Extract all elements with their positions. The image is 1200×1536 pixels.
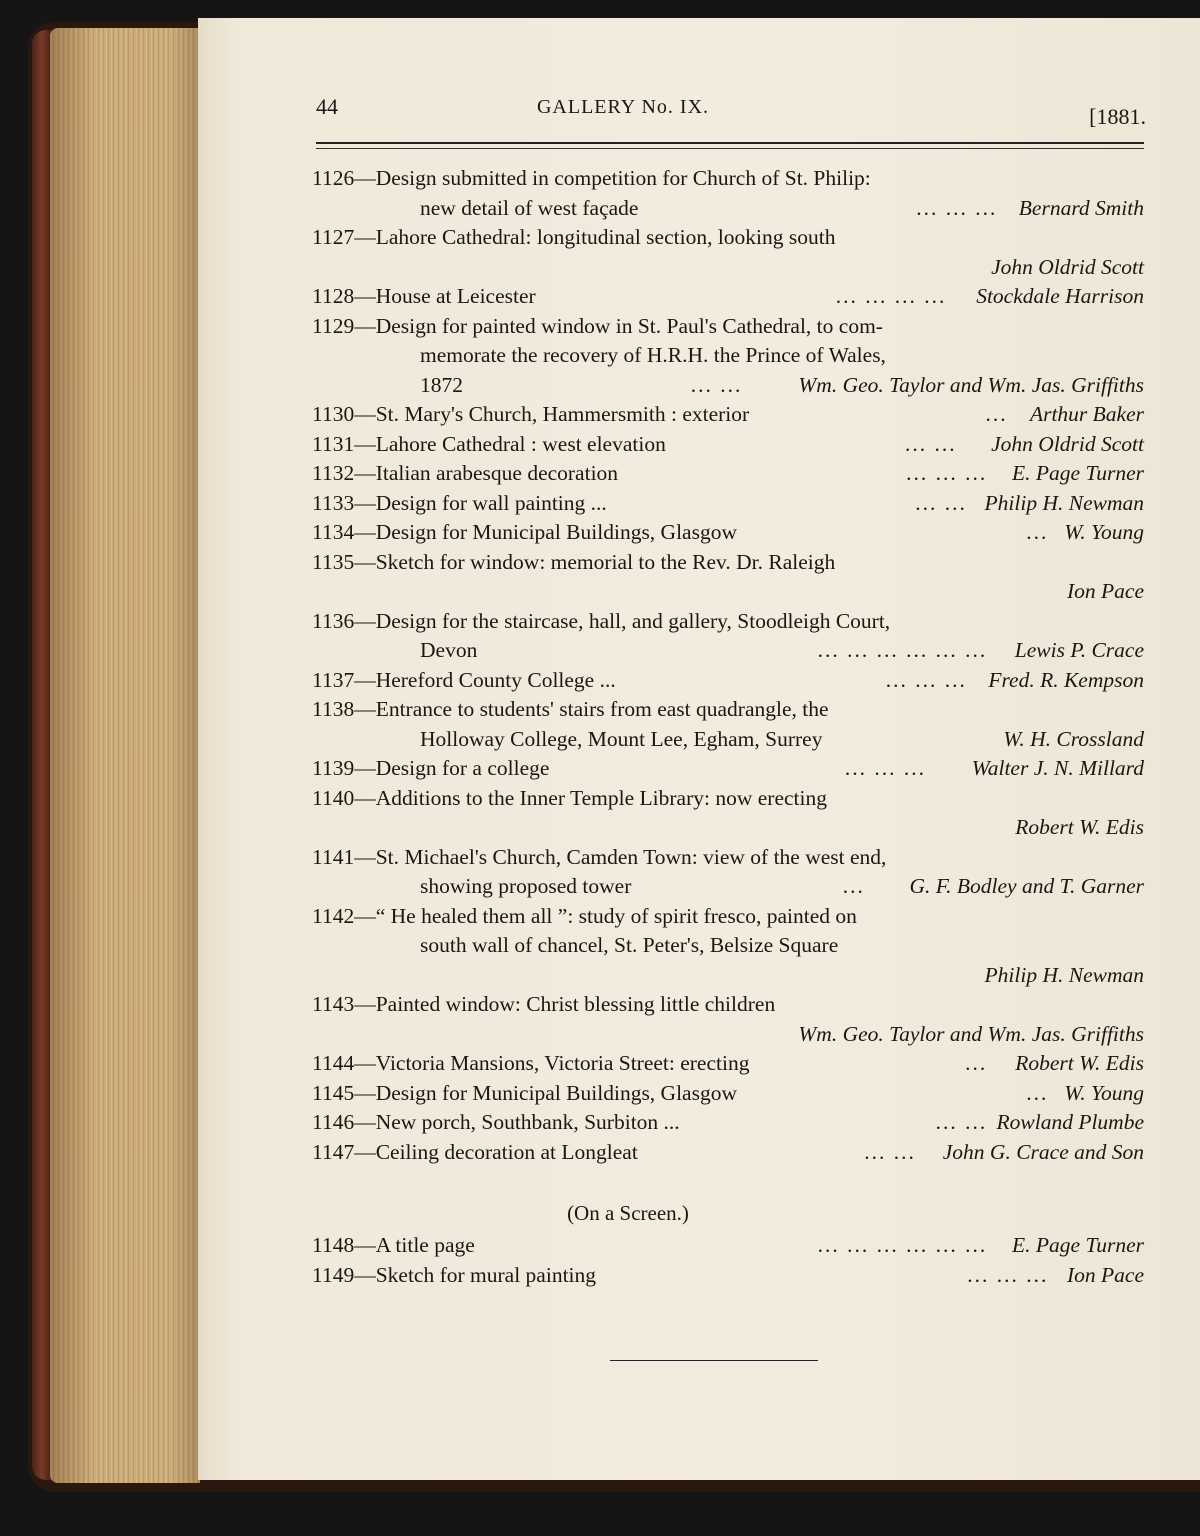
page-edges-shadow <box>50 28 200 1483</box>
entry-text: 1132—Italian arabesque decoration <box>312 461 619 485</box>
leader-dots: ... <box>842 874 865 898</box>
entry-author: John G. Crace and Son <box>942 1139 1144 1164</box>
entry-line <box>198 194 1200 224</box>
entry-line <box>198 1261 1200 1291</box>
leader-dots: ... ... <box>904 431 957 456</box>
entry-text: 1139—Design for a college <box>312 756 550 780</box>
entry-line <box>198 489 1200 519</box>
entry-line <box>198 843 1200 873</box>
leader-dots: ... ... ... ... ... ... <box>817 1233 988 1257</box>
entry-line <box>198 636 1200 666</box>
entry-text: 1135—Sketch for window: memorial to the Rev. Dr. Raleigh <box>312 549 836 574</box>
entry-line <box>198 754 1200 784</box>
entry-line <box>198 695 1200 725</box>
entry-author: E. Page Turner <box>1012 461 1144 485</box>
entry-text: 1144—Victoria Mansions, Victoria Street: erecting <box>312 1051 750 1075</box>
entry-text: 1127—Lahore Cathedral: longitudinal section, looking south <box>312 225 836 249</box>
entry-line <box>198 990 1200 1020</box>
entry-text: south wall of chancel, St. Peter's, Belsize Square <box>420 933 839 957</box>
entry-line <box>198 607 1200 637</box>
entry-text: 1143—Painted window: Christ blessing little children <box>312 992 776 1016</box>
entry-text: 1148—A title page <box>312 1233 475 1257</box>
entry-text: Devon <box>420 638 478 662</box>
entry-author: G. F. Bodley and T. Garner <box>909 874 1144 898</box>
entry-line <box>198 282 1200 312</box>
entry-author: Bernard Smith <box>1018 195 1144 220</box>
entry-author: W. Young <box>1064 520 1144 544</box>
entry-line <box>198 1049 1200 1079</box>
leader-dots: ... <box>985 402 1008 426</box>
entry-line <box>198 902 1200 932</box>
leader-dots: ... <box>1026 520 1049 544</box>
entry-line <box>198 1108 1200 1138</box>
entry-line <box>198 1079 1200 1109</box>
entry-text: showing proposed tower <box>420 874 632 898</box>
entry-author: Philip H. Newman <box>984 490 1144 515</box>
entry-author: Lewis P. Crace <box>1014 638 1144 662</box>
entry-author: John Oldrid Scott <box>991 431 1144 456</box>
entry-text: 1141—St. Michael's Church, Camden Town: view of the west end, <box>312 844 887 869</box>
entry-text: 1145—Design for Municipal Buildings, Glasgow <box>312 1080 737 1105</box>
entry-author: Ion Pace <box>1066 579 1144 603</box>
leader-dots: ... ... ... ... ... ... <box>817 638 988 662</box>
entry-author: W. Young <box>1064 1080 1144 1105</box>
entry-line <box>198 872 1200 902</box>
end-rule <box>610 1360 818 1361</box>
leader-dots: ... ... <box>935 1110 988 1134</box>
entry-text: 1872 <box>420 372 463 397</box>
entry-text: Holloway College, Mount Lee, Egham, Surrey <box>420 726 823 751</box>
entry-text: 1128—House at Leicester <box>312 284 536 308</box>
entry-author: Stockdale Harrison <box>976 284 1144 308</box>
entry-text: 1149—Sketch for mural painting <box>312 1262 597 1287</box>
entry-text: 1142—“ He healed them all ”: study of spirit fresco, painted on <box>312 903 857 928</box>
running-head <box>198 88 1200 138</box>
entry-text: 1131—Lahore Cathedral : west elevation <box>312 431 666 456</box>
entry-line <box>198 371 1200 401</box>
entry-author: E. Page Turner <box>1012 1233 1144 1257</box>
entry-author: Philip H. Newman <box>984 962 1144 987</box>
page-title: GALLERY No. IX. <box>536 96 710 118</box>
catalogue-entries <box>198 164 1200 1361</box>
entry-author: Wm. Geo. Taylor and Wm. Jas. Griffiths <box>798 372 1144 397</box>
entry-line <box>198 341 1200 371</box>
leader-dots: ... ... ... <box>885 667 967 692</box>
entry-line <box>198 164 1200 194</box>
entry-text: 1136—Design for the staircase, hall, and gallery, Stoodleigh Court, <box>312 608 891 633</box>
entry-author: Robert W. Edis <box>1015 815 1144 839</box>
entry-line <box>198 725 1200 755</box>
page-year: [1881. <box>1089 104 1146 129</box>
entry-line <box>198 666 1200 696</box>
entry-line <box>198 312 1200 342</box>
entry-line <box>198 813 1200 843</box>
leader-dots: ... ... ... ... <box>835 284 947 308</box>
entry-author: Walter J. N. Millard <box>971 756 1144 780</box>
entry-author: Rowland Plumbe <box>996 1110 1144 1134</box>
entry-line <box>198 223 1200 253</box>
page-number: 44 <box>316 94 338 119</box>
entry-line <box>198 518 1200 548</box>
entry-line <box>198 931 1200 961</box>
leader-dots: ... ... <box>915 490 967 515</box>
entry-text: 1146—New porch, Southbank, Surbiton ... <box>312 1110 680 1134</box>
entry-author: Fred. R. Kempson <box>988 667 1144 692</box>
section-label: (On a Screen.) <box>567 1201 689 1225</box>
entry-text: 1140—Additions to the Inner Temple Library: now erecting <box>312 785 827 810</box>
entry-text: 1147—Ceiling decoration at Longleat <box>312 1139 638 1164</box>
entry-line <box>198 459 1200 489</box>
entry-line <box>198 548 1200 578</box>
entry-line <box>198 577 1200 607</box>
leader-dots: ... <box>965 1051 988 1075</box>
entry-text: 1129—Design for painted window in St. Paul's Cathedral, to com- <box>312 313 883 338</box>
section-gap <box>198 1167 1200 1195</box>
entry-author: John Oldrid Scott <box>991 254 1144 279</box>
entry-line <box>198 1020 1200 1050</box>
leader-dots: ... ... ... <box>916 195 998 220</box>
leader-dots: ... ... <box>864 1139 916 1164</box>
leader-dots: ... ... ... <box>967 1262 1049 1287</box>
entry-line <box>198 253 1200 283</box>
entry-author: Wm. Geo. Taylor and Wm. Jas. Griffiths <box>798 1021 1144 1046</box>
entry-line <box>198 1138 1200 1168</box>
leader-dots: ... ... <box>690 372 743 397</box>
entry-text: 1130—St. Mary's Church, Hammersmith : exterior <box>312 402 750 426</box>
entry-line <box>198 784 1200 814</box>
entry-author: Arthur Baker <box>1029 402 1144 426</box>
entry-line <box>198 400 1200 430</box>
entry-author: W. H. Crossland <box>1003 726 1144 751</box>
entry-author: Robert W. Edis <box>1015 1051 1144 1075</box>
book-page <box>198 18 1200 1480</box>
entry-line <box>198 1231 1200 1261</box>
leader-dots: ... ... ... <box>906 461 988 485</box>
entry-text: 1137—Hereford County College ... <box>312 667 616 692</box>
header-rule-thick <box>316 142 1144 144</box>
leader-dots: ... ... ... <box>844 756 926 780</box>
leader-dots: ... <box>1026 1080 1049 1105</box>
entry-text: memorate the recovery of H.R.H. the Prince of Wales, <box>420 343 886 367</box>
entry-line <box>198 961 1200 991</box>
entry-line <box>198 430 1200 460</box>
entry-text: 1133—Design for wall painting ... <box>312 490 607 515</box>
entry-author: Ion Pace <box>1066 1262 1144 1287</box>
header-rule-thin <box>316 148 1144 149</box>
entry-text: 1126—Design submitted in competition for Church of St. Philip: <box>312 166 871 190</box>
entry-text: 1138—Entrance to students' stairs from east quadrangle, the <box>312 697 829 721</box>
entry-text: 1134—Design for Municipal Buildings, Glasgow <box>312 520 737 544</box>
entry-text: new detail of west façade <box>420 195 639 220</box>
